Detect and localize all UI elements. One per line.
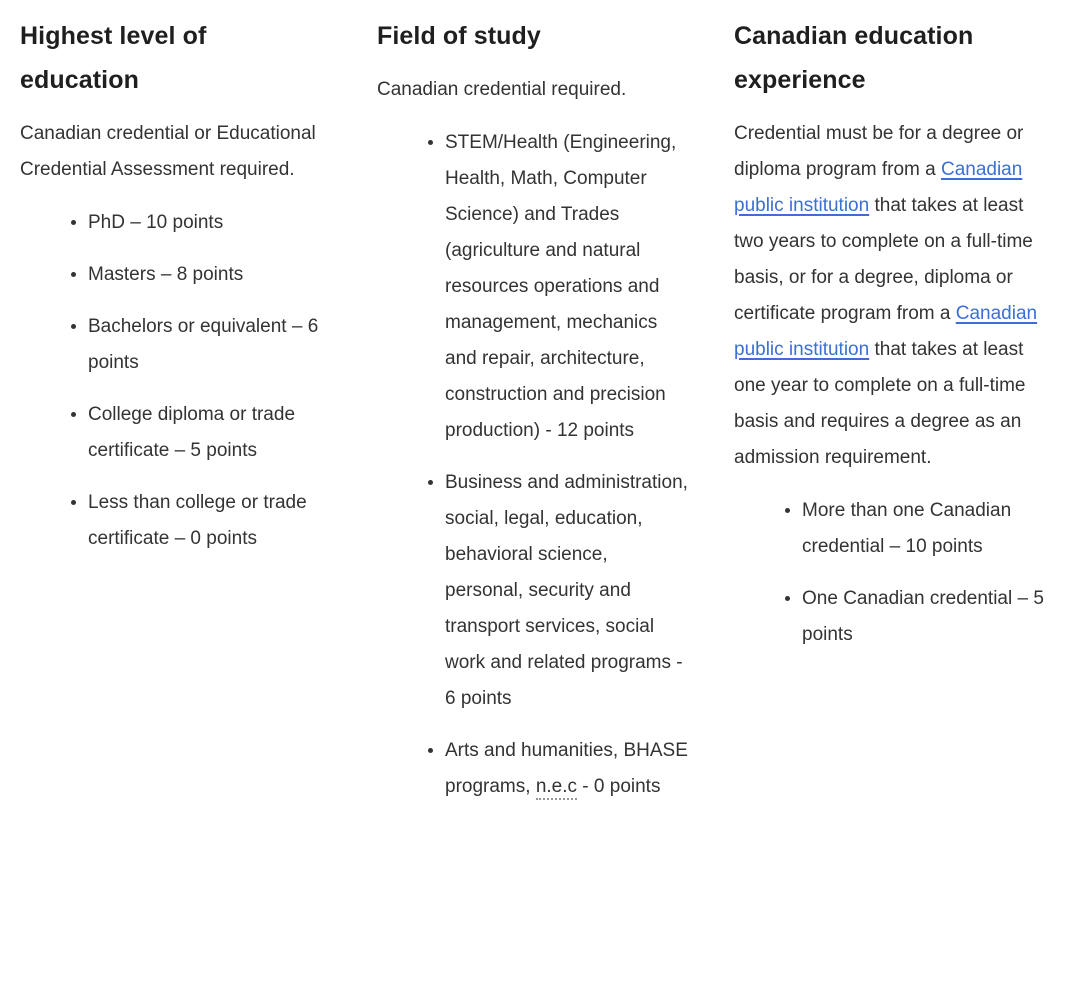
highest-education-points-list (20, 205, 332, 557)
heading-field-of-study: Field of study (377, 22, 541, 50)
column-highest-level-of-education (20, 14, 332, 557)
field-of-study-points-list (377, 125, 689, 805)
list-item-less-than-college: • Less than college or trade certificate – 0 points (88, 485, 332, 557)
list-item-masters: • Masters – 8 points (88, 257, 332, 293)
arts-humanities-text-post: - 0 points (577, 776, 661, 797)
heading-canadian-education-experience: Canadian education experience (734, 22, 974, 94)
canadian-experience-points-list (734, 493, 1046, 653)
column-canadian-education-experience (734, 14, 1046, 653)
list-item-stem-health-trades: • STEM/Health (Engineering, Health, Math, Computer Science) and Trades (agriculture and natural resources operations and management, mechanics and repair, architecture, construction and precision production) - 12 points (445, 125, 689, 449)
intro-segment-2: that takes at least two years to complete on a full-time basis, or for a degree, diploma or certificate program from a (734, 195, 1033, 324)
heading-highest-level-of-education: Highest level of education (20, 22, 207, 94)
list-item-college-diploma: • College diploma or trade certificate – 5 points (88, 397, 332, 469)
list-item-phd: • PhD – 10 points (88, 205, 332, 241)
list-item-arts-humanities (445, 733, 689, 805)
column-field-of-study (377, 14, 689, 805)
intro-field-of-study: Canadian credential required. (377, 79, 627, 100)
canadian-public-institution-link-2[interactable]: Canadian public institution (734, 303, 1038, 360)
intro-canadian-education-experience (734, 116, 1046, 476)
list-item-one-credential: • One Canadian credential – 5 points (802, 581, 1046, 653)
nec-abbreviation[interactable]: n.e.c (536, 776, 577, 800)
list-item-more-than-one-credential: • More than one Canadian credential – 10 points (802, 493, 1046, 565)
canadian-public-institution-link-1[interactable]: Canadian public institution (734, 159, 1023, 216)
intro-segment-1: Credential must be for a degree or diploma program from a (734, 123, 1024, 180)
list-item-business-admin: • Business and administration, social, legal, education, behavioral science, personal, security and transport services, social work and related programs - 6 points (445, 465, 689, 717)
intro-highest-level-of-education: Canadian credential or Educational Credential Assessment required. (20, 123, 316, 180)
arts-humanities-text-pre: Arts and humanities, BHASE programs, (445, 740, 688, 797)
intro-segment-3: that takes at least one year to complete on a full-time basis and requires a degree as an admission requirement. (734, 339, 1026, 468)
points-criteria-grid (20, 14, 1046, 805)
list-item-bachelors: • Bachelors or equivalent – 6 points (88, 309, 332, 381)
